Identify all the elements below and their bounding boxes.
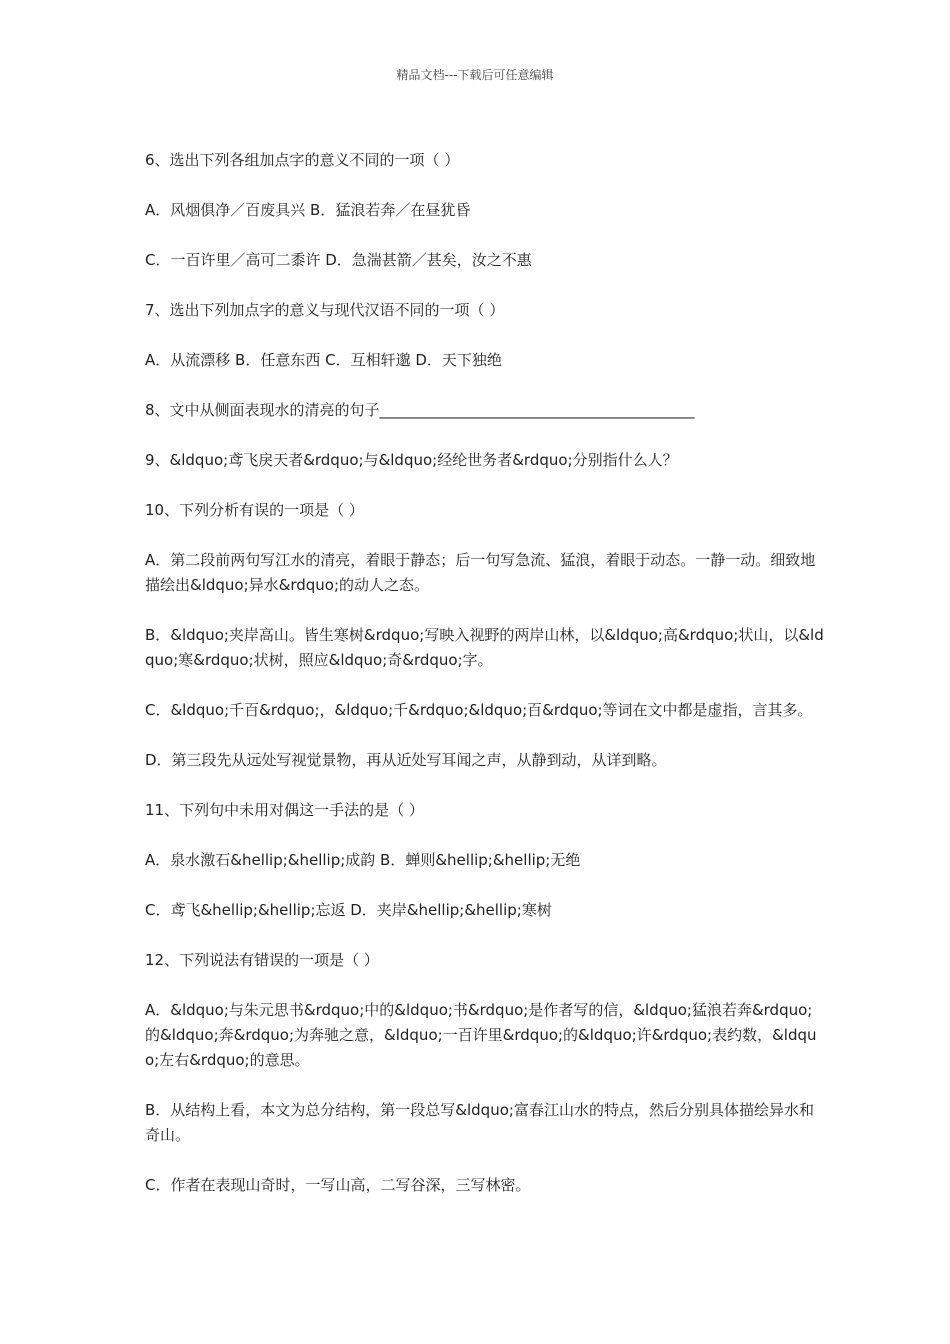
page-header: 精品文档---下载后可任意编辑	[396, 68, 554, 82]
question-11-options-cd: C．鸢飞&hellip;&hellip;忘返 D．夹岸&hellip;&hellip;寒树	[145, 901, 552, 919]
question-7-options: A．从流漂移 B．任意东西 C．互相轩邈 D．天下独绝	[145, 351, 502, 369]
question-11: 11、下列句中未用对偶这一手法的是（ ）	[145, 801, 424, 819]
question-6-options-ab: A．风烟俱净／百废具兴 B．猛浪若奔／在昼犹昏	[145, 201, 471, 219]
document-body	[145, 148, 825, 1223]
question-8: 8、文中从侧面表现水的清亮的句子__________________________________________	[145, 401, 695, 419]
question-12-option-a: A．&ldquo;与朱元思书&rdquo;中的&ldquo;书&rdquo;是作者写的信，&ldquo;猛浪若奔&rdquo;的&ldquo;奔&rdquo;为奔驰之意，&ldquo;一百许里&rdquo;的&ldquo;许&rdquo;表约数，&ldquo;左右&rdquo;的意思。	[145, 1001, 817, 1069]
question-7: 7、选出下列加点字的意义与现代汉语不同的一项（ ）	[145, 301, 505, 319]
question-10-option-a: A．第二段前两句写江水的清亮，着眼于静态；后一句写急流、猛浪，着眼于动态。一静一动。细致地描绘出&ldquo;异水&rdquo;的动人之态。	[145, 551, 816, 594]
question-11-options-ab: A．泉水激石&hellip;&hellip;成韵 B．蝉则&hellip;&hellip;无绝	[145, 851, 581, 869]
question-9: 9、&ldquo;鸢飞戾天者&rdquo;与&ldquo;经纶世务者&rdquo;分别指什么人？	[145, 451, 678, 469]
question-10-option-d: D．第三段先从远处写视觉景物，再从近处写耳闻之声，从静到动，从详到略。	[145, 751, 667, 769]
question-10-option-c: C．&ldquo;千百&rdquo;，&ldquo;千&rdquo;&ldquo;百&rdquo;等词在文中都是虚指，言其多。	[145, 701, 813, 719]
question-10: 10、下列分析有误的一项是（ ）	[145, 501, 364, 519]
question-6: 6、选出下列各组加点字的意义不同的一项（ ）	[145, 151, 460, 169]
question-12-option-b: B．从结构上看，本文为总分结构，第一段总写&ldquo;富春江山水的特点，然后分别具体描绘异水和奇山。	[145, 1101, 814, 1144]
question-6-options-cd: C．一百许里／高可二黍许 D．急湍甚箭／甚矣，汝之不惠	[145, 251, 532, 269]
question-12-option-c: C．作者在表现山奇时，一写山高，二写谷深，三写林密。	[145, 1176, 531, 1194]
question-10-option-b: B．&ldquo;夹岸高山。皆生寒树&rdquo;写映入视野的两岸山林，以&ldquo;高&rdquo;状山，以&ldquo;寒&rdquo;状树，照应&ldquo;奇&rdquo;字。	[145, 626, 824, 669]
question-12: 12、下列说法有错误的一项是（ ）	[145, 951, 379, 969]
